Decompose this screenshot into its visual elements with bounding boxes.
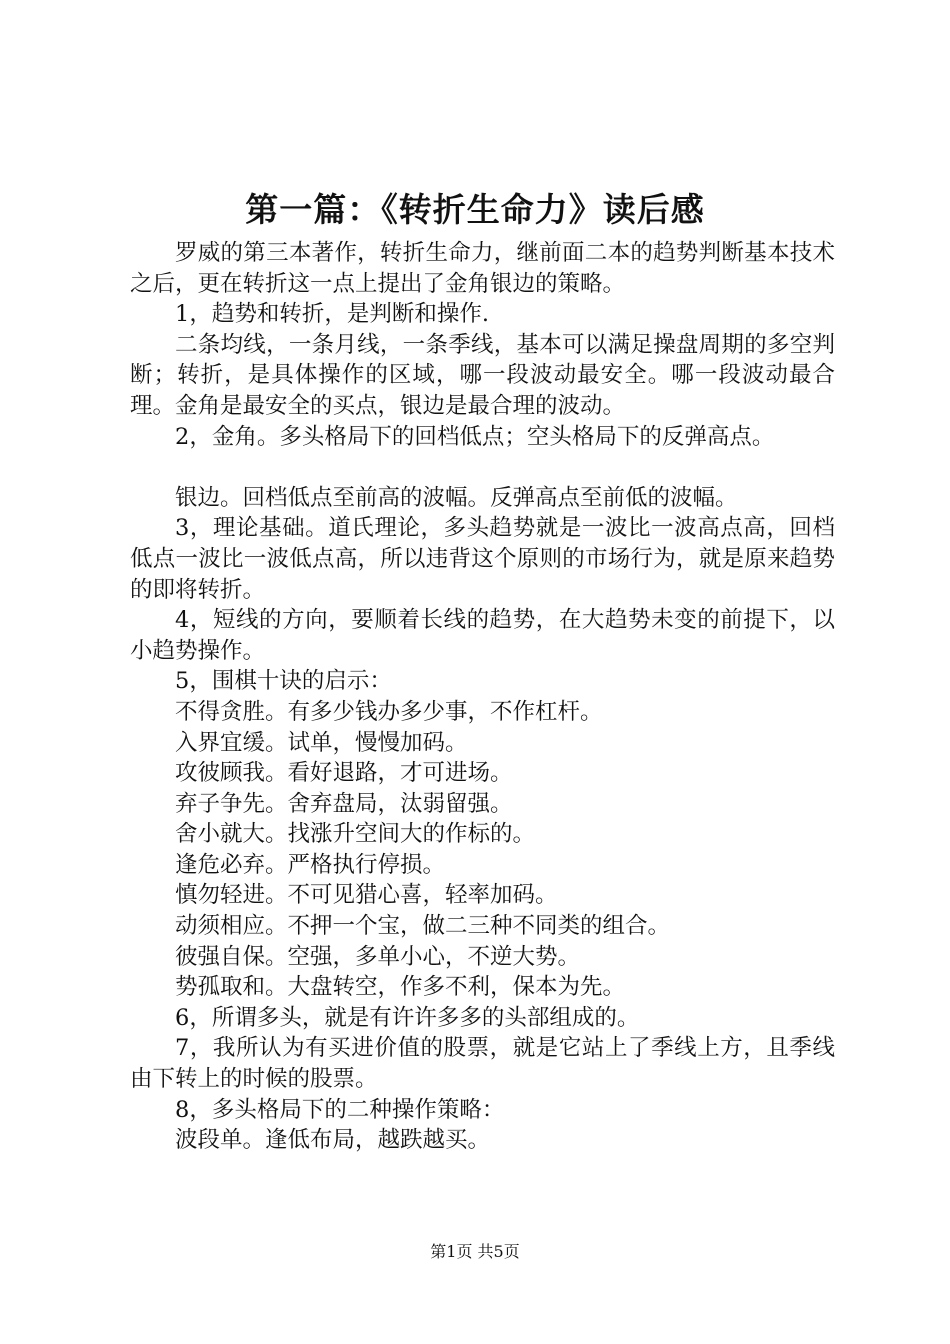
- paragraph: 攻彼顾我。看好退路，才可进场。: [175, 760, 513, 787]
- paragraph: 8，多头格局下的二种操作策略：: [175, 1096, 505, 1123]
- paragraph: 波段单。逢低布局，越跌越买。: [175, 1127, 491, 1154]
- paragraph: 罗威的第三本著作，转折生命力，继前面二本的趋势判断基本技术之后，更在转折这一点上提出了金角银边的策略。: [130, 240, 835, 297]
- paragraph: 二条均线，一条月线，一条季线，基本可以满足操盘周期的多空判断；转折，是具体操作的区域，哪一段波动最安全。哪一段波动最合理。金角是最安全的买点，银边是最合理的波动。: [130, 331, 835, 419]
- paragraph: 2，金角。多头格局下的回档低点；空头格局下的反弹高点。: [175, 423, 775, 450]
- paragraph: 4，短线的方向，要顺着长线的趋势，在大趋势未变的前提下，以小趋势操作。: [130, 607, 835, 664]
- paragraph: 3，理论基础。道氏理论，多头趋势就是一波比一波高点高，回档低点一波比一波低点高，所以违背这个原则的市场行为，就是原来趋势的即将转折。: [130, 515, 835, 603]
- page-footer: 第1页 共5页: [430, 1242, 520, 1261]
- paragraph: 势孤取和。大盘转空，作多不利，保本为先。: [175, 974, 626, 1001]
- paragraph: 舍小就大。找涨升空间大的作标的。: [175, 821, 536, 848]
- paragraph: 银边。回档低点至前高的波幅。反弹高点至前低的波幅。: [175, 484, 738, 511]
- paragraph: 5，围棋十诀的启示：: [175, 668, 392, 695]
- paragraph: 弃子争先。舍弃盘局，汰弱留强。: [175, 790, 513, 817]
- paragraph: 逢危必弃。严格执行停损。: [175, 851, 446, 878]
- paragraph: 6，所谓多头，就是有许许多多的头部组成的。: [175, 1004, 640, 1031]
- paragraph: 1，趋势和转折，是判断和操作.: [175, 301, 489, 328]
- paragraph: 不得贪胜。有多少钱办多少事，不作杠杆。: [175, 698, 603, 725]
- paragraph: 动须相应。不押一个宝，做二三种不同类的组合。: [175, 913, 671, 940]
- document-body: [130, 238, 835, 1156]
- paragraph: 入界宜缓。试单，慢慢加码。: [175, 729, 468, 756]
- paragraph: 7，我所认为有买进价值的股票，就是它站上了季线上方，且季线由下转上的时候的股票。: [130, 1035, 835, 1093]
- paragraph: 慎勿轻进。不可见猎心喜，轻率加码。: [175, 882, 558, 909]
- document-title: 第一篇：《转折生命力》读后感: [245, 190, 705, 229]
- paragraph: 彼强自保。空强，多单小心，不逆大势。: [175, 943, 581, 970]
